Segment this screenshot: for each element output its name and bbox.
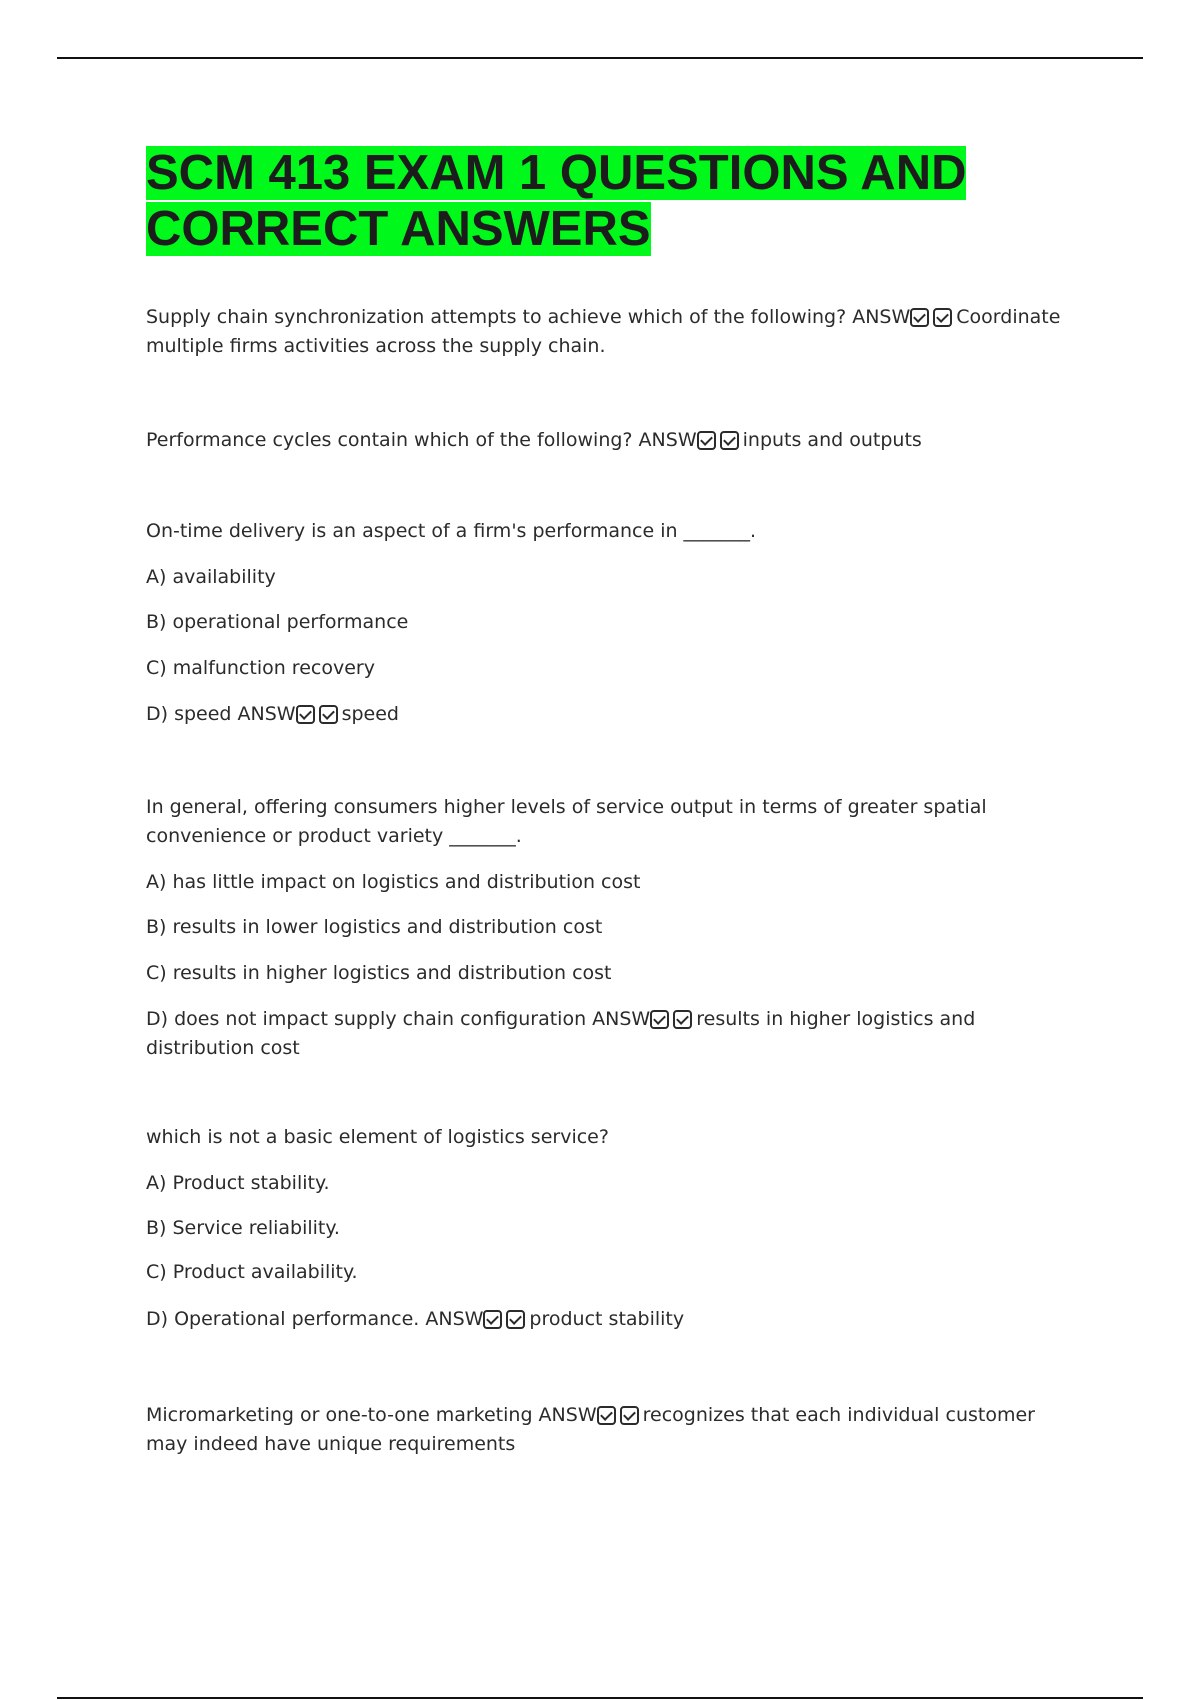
checkbox-icon (697, 431, 716, 450)
answer-text: Coordinate multiple firms activities across the supply chain. (146, 306, 1061, 357)
option-d: D) does not impact supply chain configuration ANSW results in higher logistics and distribution cost (146, 1008, 976, 1059)
answer-text: speed (341, 703, 399, 725)
question-text: Performance cycles contain which of the following? ANSW inputs and outputs (146, 429, 922, 451)
checkbox-icon (597, 1406, 616, 1425)
checkbox-icon (720, 431, 739, 450)
option-b: B) Service reliability. (146, 1217, 340, 1239)
checkbox-icon (910, 308, 929, 327)
option-d: D) speed ANSW speed (146, 703, 399, 725)
title-highlight: SCM 413 EXAM 1 QUESTIONS AND CORRECT ANSWERS (146, 146, 967, 256)
option-a: A) has little impact on logistics and distribution cost (146, 871, 641, 893)
option-b: B) operational performance (146, 611, 409, 633)
checkbox-icon (620, 1406, 639, 1425)
checkbox-icon (933, 308, 952, 327)
question-text: Micromarketing or one-to-one marketing ANSW recognizes that each individual customer may indeed have unique requirements (146, 1404, 1035, 1455)
checkbox-icon (319, 705, 338, 724)
checkbox-icon (506, 1310, 525, 1329)
question-text: On-time delivery is an aspect of a firm's performance in _______. (146, 520, 757, 542)
question-6 (146, 1401, 1066, 1459)
question-2 (146, 426, 1066, 455)
top-rule (57, 57, 1143, 59)
option-b: B) results in lower logistics and distribution cost (146, 916, 603, 938)
answer-text: inputs and outputs (742, 429, 922, 451)
question-4 (146, 793, 1066, 1059)
checkbox-icon (673, 1010, 692, 1029)
option-c: C) Product availability. (146, 1261, 358, 1283)
option-c: C) malfunction recovery (146, 657, 375, 679)
question-1 (146, 303, 1066, 361)
option-a: A) availability (146, 566, 276, 588)
checkbox-icon (650, 1010, 669, 1029)
question-3 (146, 517, 1066, 725)
question-text: In general, offering consumers higher levels of service output in terms of greater spatial convenience or product variety _______. (146, 796, 987, 847)
answer-text: results in higher logistics and distribution cost (146, 1008, 976, 1059)
bottom-rule (57, 1697, 1143, 1699)
answer-text: product stability (529, 1308, 685, 1330)
option-a: A) Product stability. (146, 1172, 330, 1194)
question-5 (146, 1123, 1066, 1330)
answer-text: recognizes that each individual customer may indeed have unique requirements (146, 1404, 1035, 1455)
option-c: C) results in higher logistics and distribution cost (146, 962, 612, 984)
document-title (146, 145, 1066, 257)
question-text: Supply chain synchronization attempts to achieve which of the following? ANSW Coordinate multiple firms activities across the supply chain. (146, 306, 1061, 357)
checkbox-icon (483, 1310, 502, 1329)
checkbox-icon (296, 705, 315, 724)
document-body (146, 145, 1066, 1455)
question-text: which is not a basic element of logistics service? (146, 1126, 609, 1148)
option-d: D) Operational performance. ANSW product stability (146, 1308, 685, 1330)
